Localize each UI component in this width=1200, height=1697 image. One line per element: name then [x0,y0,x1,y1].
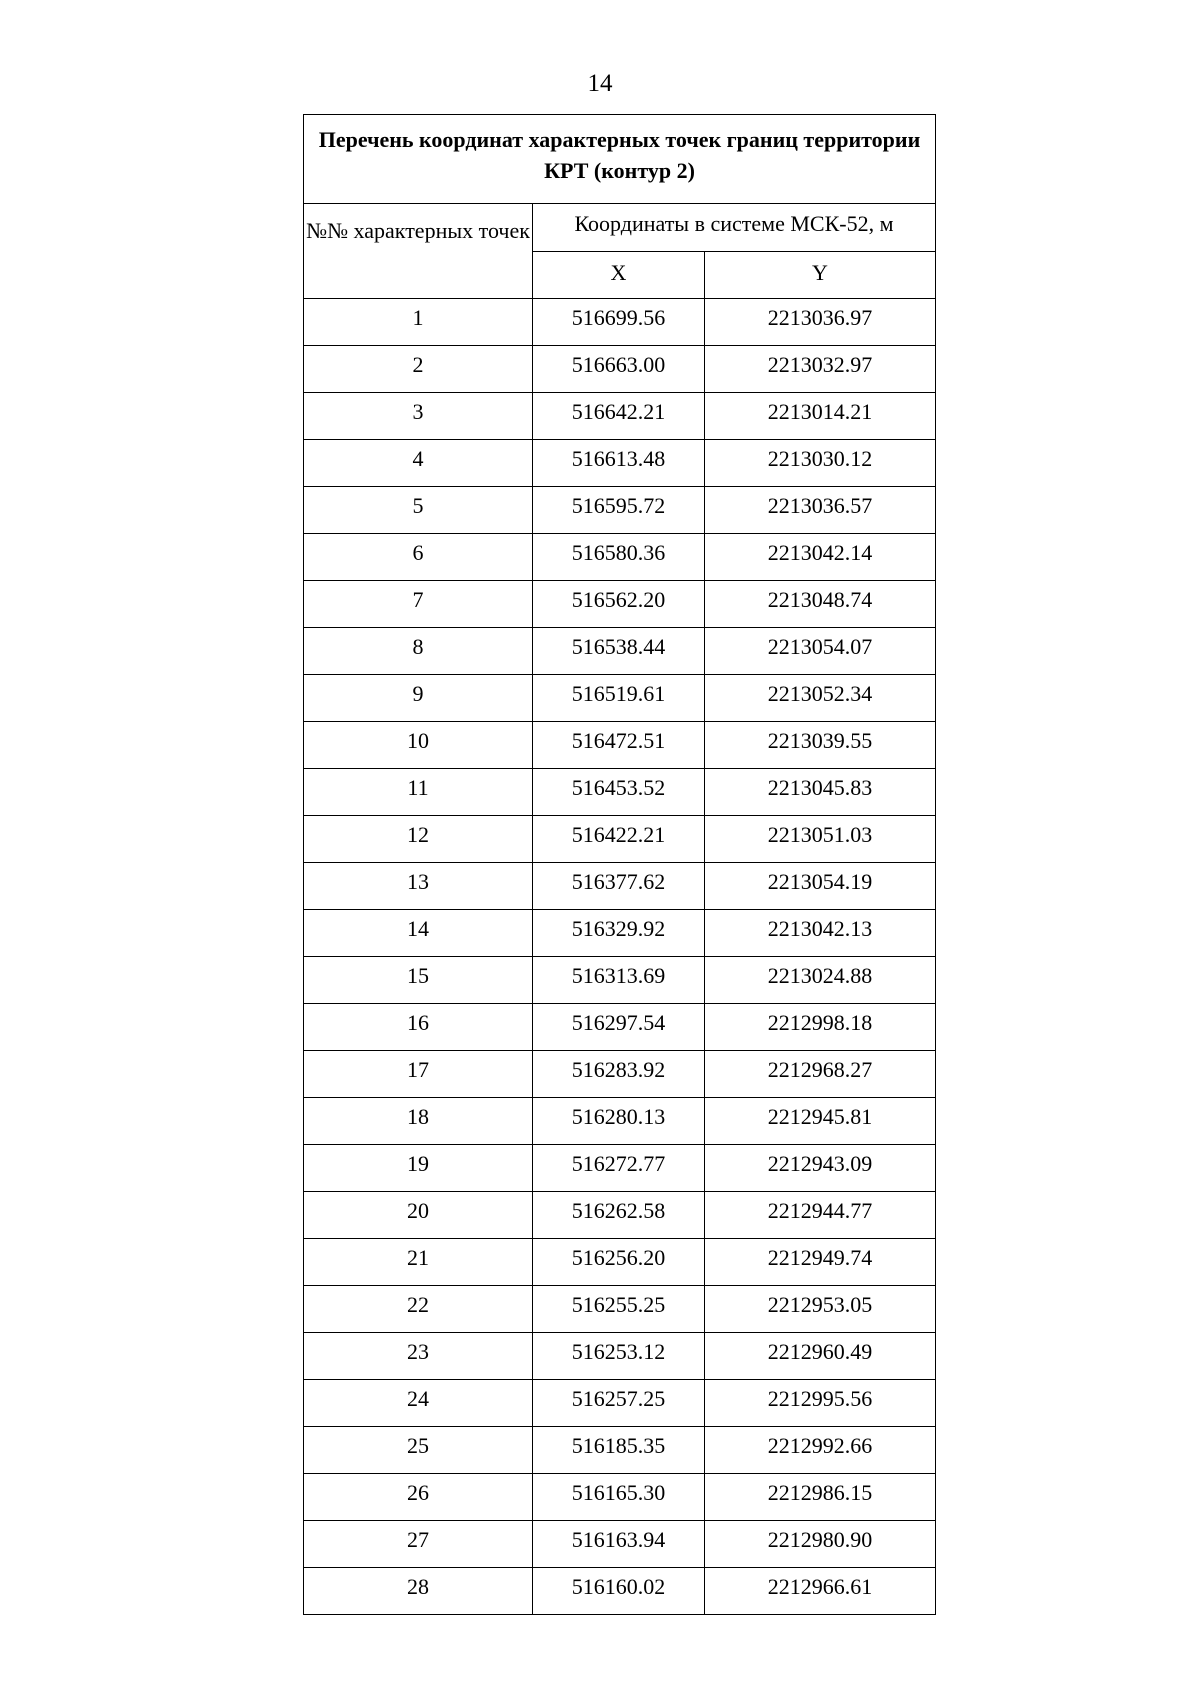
x-coordinate-cell: 516280.13 [533,1098,705,1145]
x-coordinate-cell: 516453.52 [533,769,705,816]
table-row [304,863,936,910]
point-number-cell: 15 [304,957,533,1004]
point-number-cell: 8 [304,628,533,675]
point-number-cell: 13 [304,863,533,910]
y-coordinate-cell: 2213045.83 [705,769,936,816]
table-title-row [304,115,936,204]
point-number-cell: 5 [304,487,533,534]
y-coordinate-cell: 2212949.74 [705,1239,936,1286]
y-coordinate-cell: 2212980.90 [705,1521,936,1568]
table-row [304,1051,936,1098]
y-coordinate-cell: 2212945.81 [705,1098,936,1145]
y-coordinate-cell: 2213042.14 [705,534,936,581]
point-number-cell: 3 [304,393,533,440]
x-coordinate-cell: 516472.51 [533,722,705,769]
x-coordinate-cell: 516377.62 [533,863,705,910]
point-number-cell: 28 [304,1568,533,1615]
x-coordinate-cell: 516538.44 [533,628,705,675]
x-coordinate-cell: 516329.92 [533,910,705,957]
point-number-cell: 20 [304,1192,533,1239]
y-coordinate-cell: 2212986.15 [705,1474,936,1521]
y-coordinate-cell: 2213054.19 [705,863,936,910]
y-coordinate-cell: 2213032.97 [705,346,936,393]
coordinates-header: Координаты в системе МСК-52, м [533,204,936,252]
table-row [304,1145,936,1192]
point-number-cell: 26 [304,1474,533,1521]
x-coordinate-cell: 516163.94 [533,1521,705,1568]
table-row [304,581,936,628]
coordinates-table [303,114,936,1615]
y-coordinate-cell: 2212995.56 [705,1380,936,1427]
y-coordinate-cell: 2212943.09 [705,1145,936,1192]
point-number-cell: 23 [304,1333,533,1380]
x-coordinate-cell: 516255.25 [533,1286,705,1333]
x-coordinate-cell: 516313.69 [533,957,705,1004]
y-coordinate-cell: 2212960.49 [705,1333,936,1380]
table-row [304,1568,936,1615]
table-row [304,1474,936,1521]
point-number-cell: 2 [304,346,533,393]
x-coordinate-cell: 516257.25 [533,1380,705,1427]
point-number-cell: 22 [304,1286,533,1333]
table-row [304,957,936,1004]
x-coordinate-cell: 516165.30 [533,1474,705,1521]
page-number: 14 [587,70,613,97]
y-coordinate-cell: 2213052.34 [705,675,936,722]
point-number-cell: 4 [304,440,533,487]
table-row [304,534,936,581]
x-coordinate-cell: 516699.56 [533,299,705,346]
x-coordinate-cell: 516595.72 [533,487,705,534]
point-number-header: №№ характерных точек [304,204,533,299]
table-row [304,1239,936,1286]
y-coordinate-cell: 2212944.77 [705,1192,936,1239]
table-row [304,440,936,487]
point-number-cell: 27 [304,1521,533,1568]
table-row [304,1286,936,1333]
x-coordinate-cell: 516422.21 [533,816,705,863]
y-coordinate-cell: 2212953.05 [705,1286,936,1333]
table-row [304,1192,936,1239]
point-number-cell: 17 [304,1051,533,1098]
x-coordinate-cell: 516297.54 [533,1004,705,1051]
y-coordinate-cell: 2213036.97 [705,299,936,346]
table-row [304,722,936,769]
point-number-cell: 11 [304,769,533,816]
point-number-cell: 21 [304,1239,533,1286]
x-coordinate-cell: 516613.48 [533,440,705,487]
x-coordinate-cell: 516160.02 [533,1568,705,1615]
point-number-cell: 1 [304,299,533,346]
y-column-header: Y [705,252,936,299]
x-coordinate-cell: 516580.36 [533,534,705,581]
point-number-cell: 24 [304,1380,533,1427]
point-number-cell: 6 [304,534,533,581]
table-row [304,628,936,675]
table-header-row [304,204,936,252]
point-number-cell: 19 [304,1145,533,1192]
x-coordinate-cell: 516272.77 [533,1145,705,1192]
point-number-cell: 14 [304,910,533,957]
y-coordinate-cell: 2212966.61 [705,1568,936,1615]
x-coordinate-cell: 516256.20 [533,1239,705,1286]
y-coordinate-cell: 2213051.03 [705,816,936,863]
table-row [304,816,936,863]
table-row [304,1521,936,1568]
table-row [304,1004,936,1051]
x-coordinate-cell: 516519.61 [533,675,705,722]
point-number-cell: 9 [304,675,533,722]
point-number-cell: 18 [304,1098,533,1145]
table-row [304,769,936,816]
x-coordinate-cell: 516642.21 [533,393,705,440]
table-row [304,487,936,534]
x-column-header: X [533,252,705,299]
table-row [304,299,936,346]
point-number-cell: 25 [304,1427,533,1474]
point-number-cell: 7 [304,581,533,628]
table-row [304,1333,936,1380]
x-coordinate-cell: 516253.12 [533,1333,705,1380]
y-coordinate-cell: 2212998.18 [705,1004,936,1051]
y-coordinate-cell: 2213054.07 [705,628,936,675]
y-coordinate-cell: 2213042.13 [705,910,936,957]
x-coordinate-cell: 516283.92 [533,1051,705,1098]
y-coordinate-cell: 2213048.74 [705,581,936,628]
x-coordinate-cell: 516262.58 [533,1192,705,1239]
point-number-cell: 16 [304,1004,533,1051]
table-title: Перечень координат характерных точек границ территории КРТ (контур 2) [304,115,936,204]
point-number-cell: 12 [304,816,533,863]
y-coordinate-cell: 2212992.66 [705,1427,936,1474]
y-coordinate-cell: 2213024.88 [705,957,936,1004]
y-coordinate-cell: 2213036.57 [705,487,936,534]
x-coordinate-cell: 516562.20 [533,581,705,628]
table-row [304,1380,936,1427]
table-row [304,675,936,722]
point-number-cell: 10 [304,722,533,769]
y-coordinate-cell: 2213014.21 [705,393,936,440]
table-row [304,1427,936,1474]
x-coordinate-cell: 516663.00 [533,346,705,393]
table-row [304,1098,936,1145]
x-coordinate-cell: 516185.35 [533,1427,705,1474]
table-row [304,346,936,393]
table-row [304,393,936,440]
table-row [304,910,936,957]
y-coordinate-cell: 2213030.12 [705,440,936,487]
y-coordinate-cell: 2212968.27 [705,1051,936,1098]
y-coordinate-cell: 2213039.55 [705,722,936,769]
